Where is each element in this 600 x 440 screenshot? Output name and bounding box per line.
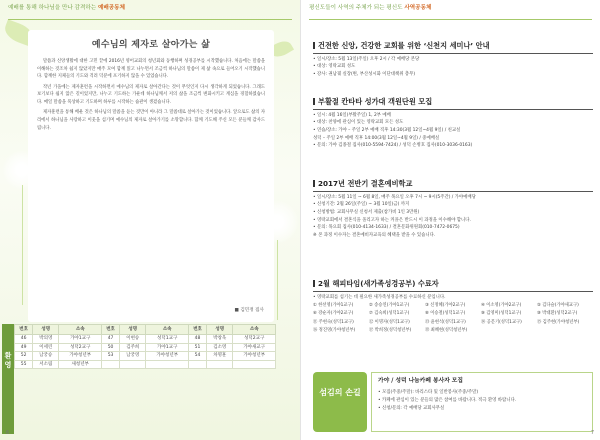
section-seminar	[313, 40, 593, 79]
left-header	[8, 4, 292, 18]
list-item: • 문의: 목요회 집사(010-4134-1633) / 결혼문화위원회(010-7472-0675)	[313, 225, 460, 231]
table-cell: 가야1교구	[59, 335, 102, 344]
list-item: • 모집(주중/주말): 바리스타 및 일반봉사(주중/주말)	[378, 390, 479, 396]
right-header-main: 사역공동체	[404, 5, 432, 11]
graduate-name: ⑮ 김주현(가야청년부)	[537, 319, 580, 325]
list-item: • 신청/문의: 각 예배당 교회사무실	[378, 406, 445, 412]
list-item: • 문의: 가야 김종철 집사(010-5594-7424) / 성덕 손병호 집사(010-3036-0163)	[313, 143, 473, 149]
graduate-names	[313, 302, 593, 335]
welcome-label: 환영	[2, 324, 14, 434]
table-cell	[188, 360, 206, 369]
table-cell: 가야청년부	[146, 352, 189, 361]
graduate-name: ⑥ 강순자(가야2교구)	[313, 311, 354, 317]
table-cell: 47	[101, 335, 119, 344]
graduate-name: ⑩ 박대환(성덕2교구)	[537, 311, 578, 317]
graduate-name: ⑱ 최혜현(성덕청년부)	[425, 327, 468, 333]
table-cell: 박의영	[33, 335, 59, 344]
table-row	[15, 335, 276, 344]
list-item: • 일시/장소: 5월 13일(주일) 오후 2시 / 각 예배당 본당	[313, 56, 420, 62]
table-cell: 53	[101, 352, 119, 361]
serving-hands-label: 섬김의 손길	[313, 372, 367, 432]
list-item: ※ 본 과정 이수자는 결혼예비자교육의 혜택을 받을 수 있습니다.	[313, 233, 436, 239]
col-header: 소속	[146, 325, 189, 335]
graduate-name: ⑪ 주현숙(성덕1교구)	[313, 319, 354, 325]
section-title	[313, 96, 593, 110]
volunteer-box	[371, 372, 593, 432]
list-item: • 일시/장소: 5월 11일 ~ 6월 8일, 매주 목요일 오후 7시 ~ 9시(5주간) / 가야예배당	[313, 194, 476, 200]
col-header: 소속	[233, 325, 276, 335]
list-item: • 연습/장소: 가야 – 주일 2부 예배 직후 14:30(3월 12일~4월 9일) / 친교실	[313, 127, 461, 133]
list-item: • 대상: 찬양에 관심이 있는 영락교회 모든 성도	[313, 120, 404, 126]
table-row	[15, 343, 276, 352]
page-number: 6	[6, 430, 10, 436]
section-title	[313, 178, 593, 192]
section-cantata	[313, 96, 593, 150]
table-cell: 차명훈	[207, 352, 233, 361]
section-happytime	[313, 278, 593, 335]
table-cell: 가야청년부	[233, 352, 276, 361]
table-cell: 이세린	[33, 343, 59, 352]
table-cell: 46	[15, 335, 33, 344]
section-list	[313, 294, 593, 302]
graduate-name: ⑬ 윤현석(성덕1교구)	[425, 319, 466, 325]
article-title: 예수님의 제자로 살아가는 삶	[91, 40, 211, 50]
table-cell: 이현승	[120, 335, 146, 344]
col-header: 번호	[101, 325, 119, 335]
graduate-name: ⑯ 정진영(가야청년부)	[313, 327, 356, 333]
table-cell: 가야청년부	[59, 352, 102, 361]
table-cell: 48	[188, 335, 206, 344]
table-cell: 남궁승	[33, 352, 59, 361]
col-header: 성명	[33, 325, 59, 335]
article-signature: ■ 김민정 집사	[234, 307, 264, 313]
table-cell: 성덕2교구	[59, 343, 102, 352]
welcome-table	[14, 324, 276, 369]
list-item: 성덕 – 주일 2부 예배 직후 14:00(3월 12일~4월 9일) / 중예배실	[313, 135, 440, 141]
section-title	[313, 40, 593, 54]
right-header-rule	[309, 19, 592, 20]
section-list	[313, 194, 593, 240]
table-cell	[207, 360, 233, 369]
article-paragraph: 제자훈련을 통해 배운 것은 하나님의 말씀을 듣는 것만이 아니라 그 말씀대로 살아가는 것이었습니다. 앞으로도 삶의 자리에서 하나님을 사랑하고 이웃을 섬기며 예수님의 제자로 살아가기를 소망합니다. 함께 기도해 주신 모든 분들께 감사드립니다.	[37, 110, 265, 131]
section-bar-icon	[313, 280, 315, 287]
section-list	[313, 112, 593, 151]
table-cell: 서소림	[33, 360, 59, 369]
table-cell: 성덕2교구	[233, 335, 276, 344]
list-item: • 대상: 영락교회 성도	[313, 64, 356, 70]
col-header: 성명	[120, 325, 146, 335]
table-cell: 50	[101, 343, 119, 352]
list-item: • 카페에 관심이 있는 분들의 많은 참여를 바랍니다. 적극 환영 바랍니다.	[378, 398, 517, 404]
section-marriage-school	[313, 178, 593, 240]
article-paragraph: 작년 가을에는 제자훈련을 시작하면서 예수님의 제자로 살아간다는 것이 무엇인지 다시 생각하게 되었습니다. 그래도 보기보다 쉽지 않은 길이었지만, 나누고 기도하는 가운데 하나님께서 저의 삶을 조금씩 변화시키고 계심을 경험하였습니다. 매일 말씀을 묵상하고 기도하며 하루를 시작하는 습관이 생겼습니다.	[37, 84, 265, 105]
page-number: 7	[590, 430, 594, 436]
stem-decoration	[277, 240, 278, 320]
table-cell: 가야1교구	[146, 343, 189, 352]
welcome-table-header	[15, 325, 276, 335]
table-cell: 52	[15, 352, 33, 361]
table-cell: 박창욱	[207, 335, 233, 344]
graduate-name: ⑨ 김영미(성덕1교구)	[481, 311, 522, 317]
volunteer-title: 가야 / 성덕 나눔카페 봉사자 모집	[378, 378, 464, 384]
left-header-main: 예배공동체	[97, 5, 125, 11]
list-item: • 영락교회를 섬기는 데 필요한 새가족성경공부를 수료하신 분입니다.	[313, 294, 446, 300]
graduate-name: ① 한선영(가야1교구)	[313, 303, 354, 309]
volunteer-notice	[313, 372, 593, 432]
section-bar-icon	[313, 98, 315, 105]
list-item: • 영락교회에서 결혼식을 올리고자 하는 커플은 반드시 이 과정을 이수해야 합니다.	[313, 217, 471, 223]
graduate-name: ⑧ 이승철(성덕1교구)	[425, 311, 466, 317]
graduate-name: ⑰ 박희정(성덕청년부)	[369, 327, 412, 333]
col-header: 성명	[207, 325, 233, 335]
section-title-text: 건전한 신앙, 건강한 교회를 위한 ‘신천지 세미나’ 안내	[318, 41, 490, 50]
table-row	[15, 360, 276, 369]
stem-decoration	[22, 185, 23, 305]
graduate-name: ⑭ 공문기(성덕1교구)	[481, 319, 522, 325]
graduate-name: ③ 신정혜(가야2교구)	[425, 303, 466, 309]
col-header: 소속	[59, 325, 102, 335]
section-bar-icon	[313, 42, 315, 49]
right-header-sub: 평신도들이 사역의 주체가 되는 평신도	[309, 5, 403, 11]
section-list	[313, 56, 593, 79]
section-title	[313, 278, 593, 292]
table-cell	[233, 360, 276, 369]
left-header-sub: 예배를 통해 하나님을 만나 감격하는	[8, 5, 97, 11]
left-header-rule	[8, 19, 292, 20]
table-cell: 51	[188, 343, 206, 352]
graduate-name: ④ 이소영(가야2교구)	[481, 303, 522, 309]
graduate-name: ② 송승연(가야1교구)	[369, 303, 410, 309]
section-bar-icon	[313, 180, 315, 187]
table-cell: 김주희	[120, 343, 146, 352]
table-cell: 55	[15, 360, 33, 369]
graduate-name: ⑫ 이명자(성덕1교구)	[369, 319, 410, 325]
right-header	[309, 4, 592, 18]
right-page	[300, 0, 600, 440]
table-cell: 49	[15, 343, 33, 352]
col-header: 번호	[15, 325, 33, 335]
section-title-text: 2월 해피타임(새가족성경공부) 수료자	[318, 279, 439, 288]
table-cell	[120, 360, 146, 369]
section-title-text: 부활절 칸타타 성가대 객원단원 모집	[318, 97, 433, 106]
table-row	[15, 352, 276, 361]
col-header: 번호	[188, 325, 206, 335]
table-cell: 남궁영	[120, 352, 146, 361]
section-title-text: 2017년 전반기 결혼예비학교	[318, 179, 413, 188]
table-cell: 가야새교구	[233, 343, 276, 352]
list-item: • 일시: 4월 16일(부활주일) 1, 2부 예배	[313, 112, 391, 118]
volunteer-list	[378, 389, 586, 413]
table-cell	[146, 360, 189, 369]
graduate-name: ⑤ 김다슬(가야새교구)	[537, 303, 579, 309]
table-cell: 54	[188, 352, 206, 361]
table-cell	[101, 360, 119, 369]
testimony-article	[28, 30, 274, 322]
list-item: • 강사: 권남궤 실장(변, 부산성시화 이단대책위 총무)	[313, 71, 416, 77]
table-cell: 새청년부	[59, 360, 102, 369]
list-item: • 신청방법: 교회사무실 신청서 제출(참가비 1인 3만원)	[313, 209, 420, 215]
graduate-name: ⑦ 김숙희(성덕1교구)	[369, 311, 410, 317]
list-item: • 신청기간: 2월 26일(주일) ~ 3월 10일(금) 까지	[313, 202, 410, 208]
article-paragraph: 말씀과 신앙생활에 대한 고민 끝에 2016년 영어교회의 청년회와 동행하며 성경공부를 시작했습니다. 처음에는 말씀을 이해하는 것조차 쉽지 않았지만 매주 모여 함께 읽고 나누면서 조금씩 하나님의 말씀이 제 삶 속으로 들어오기 시작했습니다. 함께한 지체들의 기도와 격려 덕분에 포기하지 않을 수 있었습니다.	[37, 59, 265, 80]
table-cell: 김소영	[207, 343, 233, 352]
table-cell: 성덕1교구	[146, 335, 189, 344]
